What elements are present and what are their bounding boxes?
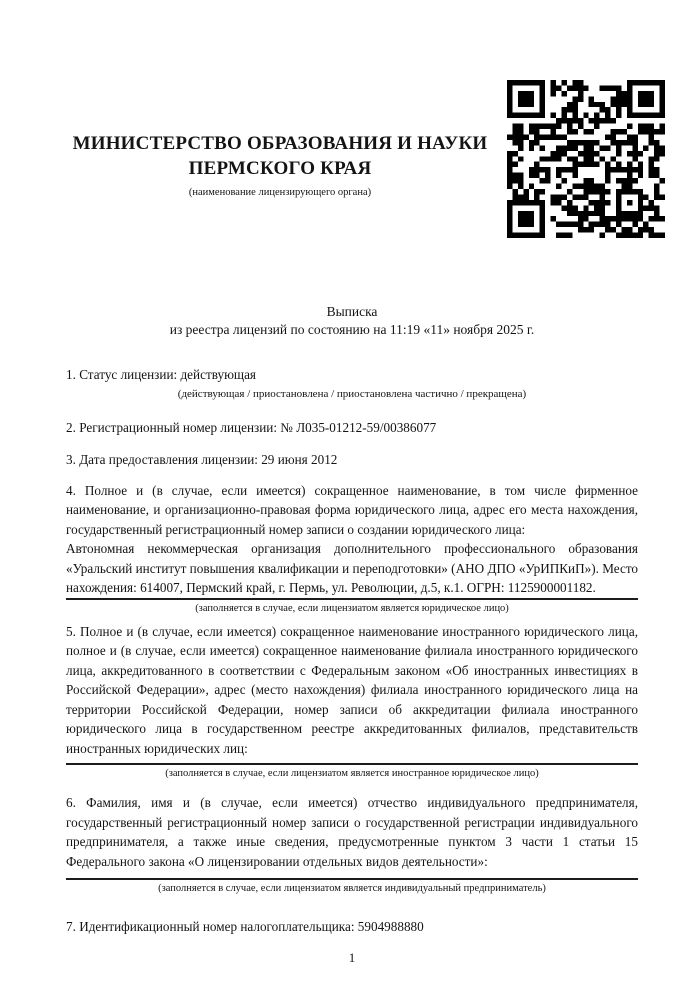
taxpayer-id-text: 7. Идентификационный номер налогоплательщика: 5904988880 <box>66 919 424 934</box>
page-number: 1 <box>348 949 356 965</box>
ministry-name-line1: МИНИСТЕРСТВО ОБРАЗОВАНИЯ И НАУКИ <box>72 133 488 154</box>
individual-entrepreneur-label: 6. Фамилия, имя и (в случае, если имеется) отчество индивидуального предпринимателя, государственный регистрационный номер записи о государственной регистрации индивидуального предпринимателя, а также иные сведения, предусмотренные пунктом 3 части 1 статьи 15 Федерального закона «О лицензировании отдельных видов деятельности»: <box>66 795 638 869</box>
document-title-line1: Выписка <box>326 304 378 319</box>
document-body <box>66 303 638 967</box>
license-grant-date-text: 3. Дата предоставления лицензии: 29 июня 2012 <box>66 452 338 467</box>
ministry-name-caption: (наименование лицензирующего органа) <box>188 187 372 198</box>
qr-code-icon <box>507 80 665 238</box>
individual-entrepreneur-section <box>66 793 638 896</box>
license-status-section <box>66 365 638 404</box>
license-status-text: 1. Статус лицензии: действующая <box>66 367 257 382</box>
taxpayer-id-section <box>66 917 638 937</box>
license-status-options-note: (действующая / приостановлена / приостановлена частично / прекращена) <box>177 387 527 400</box>
legal-entity-section <box>66 481 638 616</box>
ministry-name-line2: ПЕРМСКОГО КРАЯ <box>188 158 372 179</box>
document-title <box>66 303 638 338</box>
legal-entity-value: Автономная некоммерческая организация дополнительного профессионального образования «Уральский институт повышения квалификации и переподготовки» (АНО ДПО «УрИПКиП»). Место нахождения: 614007, Пермский край, г. Пермь, ул. Революции, д.5, к.1. ОГРН: 1125900001182. <box>66 541 638 595</box>
licensing-authority-header <box>66 131 494 199</box>
registration-number-text: 2. Регистрационный номер лицензии: № Л035-01212-59/00386077 <box>66 419 437 435</box>
legal-entity-caption: (заполняется в случае, если лицензиатом является юридическое лицо) <box>195 602 509 614</box>
foreign-entity-caption: (заполняется в случае, если лицензиатом является иностранное юридическое лицо) <box>165 768 539 779</box>
license-grant-date-section <box>66 450 638 470</box>
foreign-entity-section <box>66 622 638 782</box>
individual-entrepreneur-caption: (заполняется в случае, если лицензиатом является индивидуальный предприниматель) <box>158 883 546 894</box>
document-title-line2: из реестра лицензий по состоянию на 11:19 «11» ноября 2025 г. <box>169 321 535 337</box>
registration-number-section <box>66 418 638 438</box>
legal-entity-label: 4. Полное и (в случае, если имеется) сокращенное наименование, в том числе фирменное наименование, и организационно-правовая форма юридического лица, адрес его места нахождения, государственный регистрационный номер записи о создании юридического лица: <box>66 482 638 537</box>
foreign-entity-label: 5. Полное и (в случае, если имеется) сокращенное наименование иностранного юридического лица, полное и (в случае, если имеется) сокращенное наименование филиала иностранного юридического лица, аккредитованного в соответствии с Федеральным законом «Об иностранных инвестициях в Российской Федерации», адрес (место нахождения) филиала иностранного юридического лица на территории Российской Федерации, номер записи об аккредитации филиала иностранного юридического лица в государственном реестре аккредитованных филиалов, представительств иностранных юридических лиц: <box>66 623 638 756</box>
